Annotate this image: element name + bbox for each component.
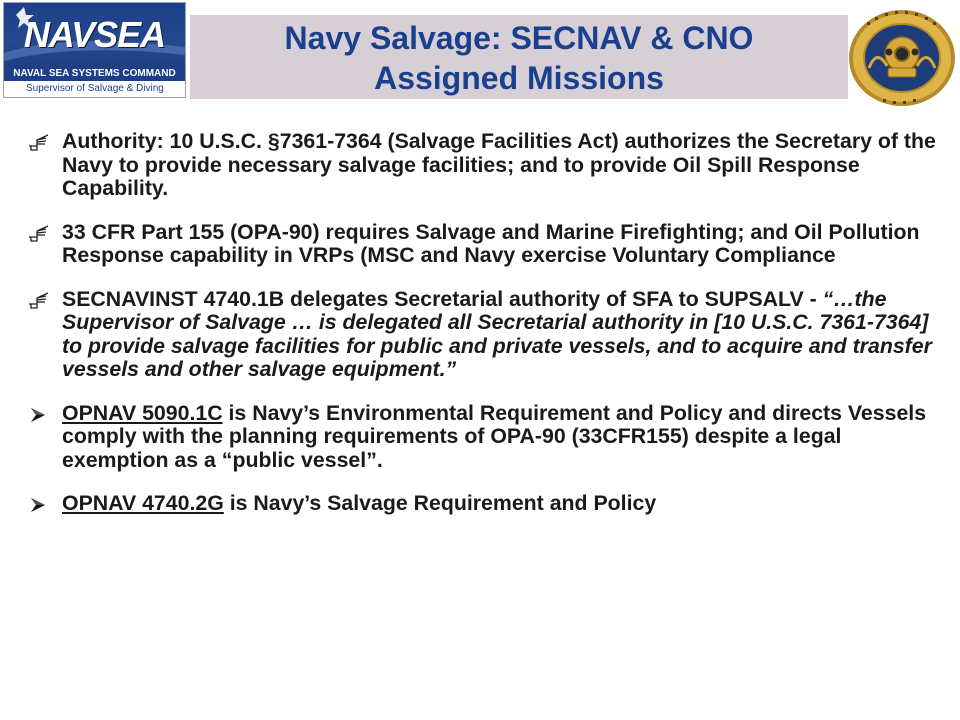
bullet-text: 33 CFR Part 155 (OPA-90) requires Salvage and Marine Firefighting; and Oil Pollution Response capability in VRPs (MSC and Navy exercise Voluntary Compliance <box>62 219 920 267</box>
bullet-secnavinst <box>26 288 936 382</box>
opnav-5090-link[interactable]: OPNAV 5090.1C <box>62 400 223 425</box>
logo-subtitle: Supervisor of Salvage & Diving <box>4 82 185 96</box>
bullet-list <box>26 130 936 536</box>
pointing-finger-icon <box>28 224 50 244</box>
page-title <box>190 18 848 98</box>
bullet-quote: “…the Supervisor of Salvage … is delegated all Secretarial authority in [10 U.S.C. 7361-7364] to provide salvage facilities for public and private vessels, and to acquire and transfer vessels and other salvage equipment.” <box>62 286 932 381</box>
title-line-2: Assigned Missions <box>374 60 664 96</box>
bullet-opnav-4740 <box>26 492 936 516</box>
pointing-finger-icon <box>28 133 50 153</box>
navsea-logo <box>3 2 186 98</box>
arrow-bullet-icon <box>28 405 50 425</box>
pointing-finger-icon <box>28 291 50 311</box>
bullet-authority <box>26 130 936 201</box>
bullet-text: SECNAVINST 4740.1B delegates Secretarial authority of SFA to SUPSALV - <box>62 286 823 311</box>
title-line-1: Navy Salvage: SECNAV & CNO <box>284 20 754 56</box>
bullet-opnav-5090 <box>26 402 936 473</box>
bullet-text: is Navy’s Environmental Requirement and Policy and directs Vessels comply with the planning requirements of OPA-90 (33CFR155) despite a legal exemption as a “public vessel”. <box>62 400 927 472</box>
opnav-4740-link[interactable]: OPNAV 4740.2G <box>62 491 224 515</box>
bullet-cfr <box>26 221 936 268</box>
logo-wordmark: NAVSEA <box>23 14 166 55</box>
bullet-text: Authority: 10 U.S.C. §7361-7364 (Salvage Facilities Act) authorizes the Secretary of the Navy to provide necessary salvage facilities; and to provide Oil Spill Response Capability. <box>62 129 936 200</box>
bullet-text: is Navy’s Salvage Requirement and Policy <box>223 491 657 515</box>
diving-helmet-seal-icon <box>847 8 957 108</box>
logo-command: NAVAL SEA SYSTEMS COMMAND <box>4 67 185 81</box>
arrow-bullet-icon <box>28 495 50 515</box>
